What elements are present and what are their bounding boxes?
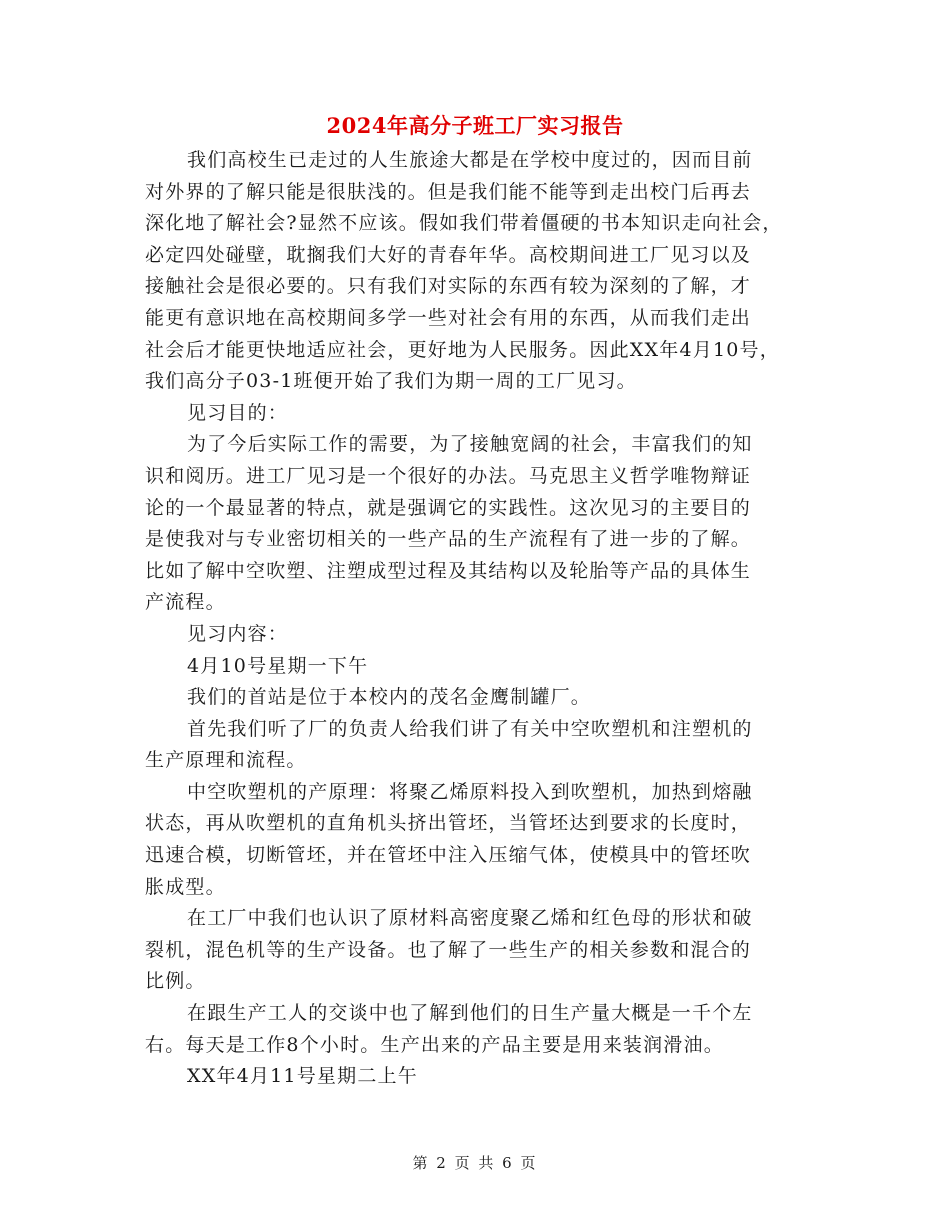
text-line: 能更有意识地在高校期间多学一些对社会有用的东西，从而我们走出 <box>145 306 752 329</box>
text-line: 胀成型。 <box>145 875 226 898</box>
text-line: 迅速合模，切断管坯，并在管坯中注入压缩气体，使模具中的管坯吹 <box>145 844 752 867</box>
section-heading: 见习目的： <box>187 401 289 424</box>
text-line: 产流程。 <box>145 591 226 614</box>
text-line: 比例。 <box>145 970 206 993</box>
date-line: 4月10号星期一下午 <box>187 654 369 677</box>
text-line: 接触社会是很必要的。只有我们对实际的东西有较为深刻的了解，才 <box>145 275 752 298</box>
date-line: XX年4月11号星期二上午 <box>187 1065 418 1088</box>
text-line: 在工厂中我们也认识了原材料高密度聚乙烯和红色母的形状和破 <box>187 907 753 930</box>
page-footer: 第 2 页 共 6 页 <box>412 1154 538 1172</box>
text-line: 我们的首站是位于本校内的茂名金鹰制罐厂。 <box>187 686 592 709</box>
text-line: 裂机，混色机等的生产设备。也了解了一些生产的相关参数和混合的 <box>145 938 752 961</box>
text-line: 右。每天是工作8个小时。生产出来的产品主要是用来装润滑油。 <box>145 1033 724 1056</box>
text-line: 中空吹塑机的产原理：将聚乙烯原料投入到吹塑机，加热到熔融 <box>187 780 753 803</box>
text-line: 生产原理和流程。 <box>145 749 307 772</box>
text-line: 首先我们听了厂的负责人给我们讲了有关中空吹塑机和注塑机的 <box>187 717 753 740</box>
text-line: 社会后才能更快地适应社会，更好地为人民服务。因此XX年4月10号， <box>145 338 780 361</box>
text-line: 我们高分子03-1班便开始了我们为期一周的工厂见习。 <box>145 370 637 393</box>
text-line: 深化地了解社会?显然不应该。假如我们带着僵硬的书本知识走向社会， <box>145 212 783 235</box>
text-line: 比如了解中空吹塑、注塑成型过程及其结构以及轮胎等产品的具体生 <box>145 559 752 582</box>
page-title: 2024年高分子班工厂实习报告 <box>326 113 624 138</box>
text-line: 为了今后实际工作的需要，为了接触宽阔的社会，丰富我们的知 <box>187 433 753 456</box>
text-line: 识和阅历。进工厂见习是一个很好的办法。马克思主义哲学唯物辩证 <box>145 464 752 487</box>
section-heading: 见习内容： <box>187 622 289 645</box>
text-line: 论的一个最显著的特点，就是强调它的实践性。这次见习的主要目的 <box>145 496 752 519</box>
text-line: 在跟生产工人的交谈中也了解到他们的日生产量大概是一千个左 <box>187 1002 753 1025</box>
text-line: 必定四处碰壁，耽搁我们大好的青春年华。高校期间进工厂见习以及 <box>145 243 752 266</box>
text-line: 是使我对与专业密切相关的一些产品的生产流程有了进一步的了解。 <box>145 528 752 551</box>
document-body <box>145 145 815 1093</box>
text-line: 我们高校生已走过的人生旅途大都是在学校中度过的，因而目前 <box>187 149 753 171</box>
text-line: 对外界的了解只能是很肤浅的。但是我们能不能等到走出校门后再去 <box>145 180 752 203</box>
text-line: 状态，再从吹塑机的直角机头挤出管坯，当管坯达到要求的长度时， <box>145 812 752 835</box>
